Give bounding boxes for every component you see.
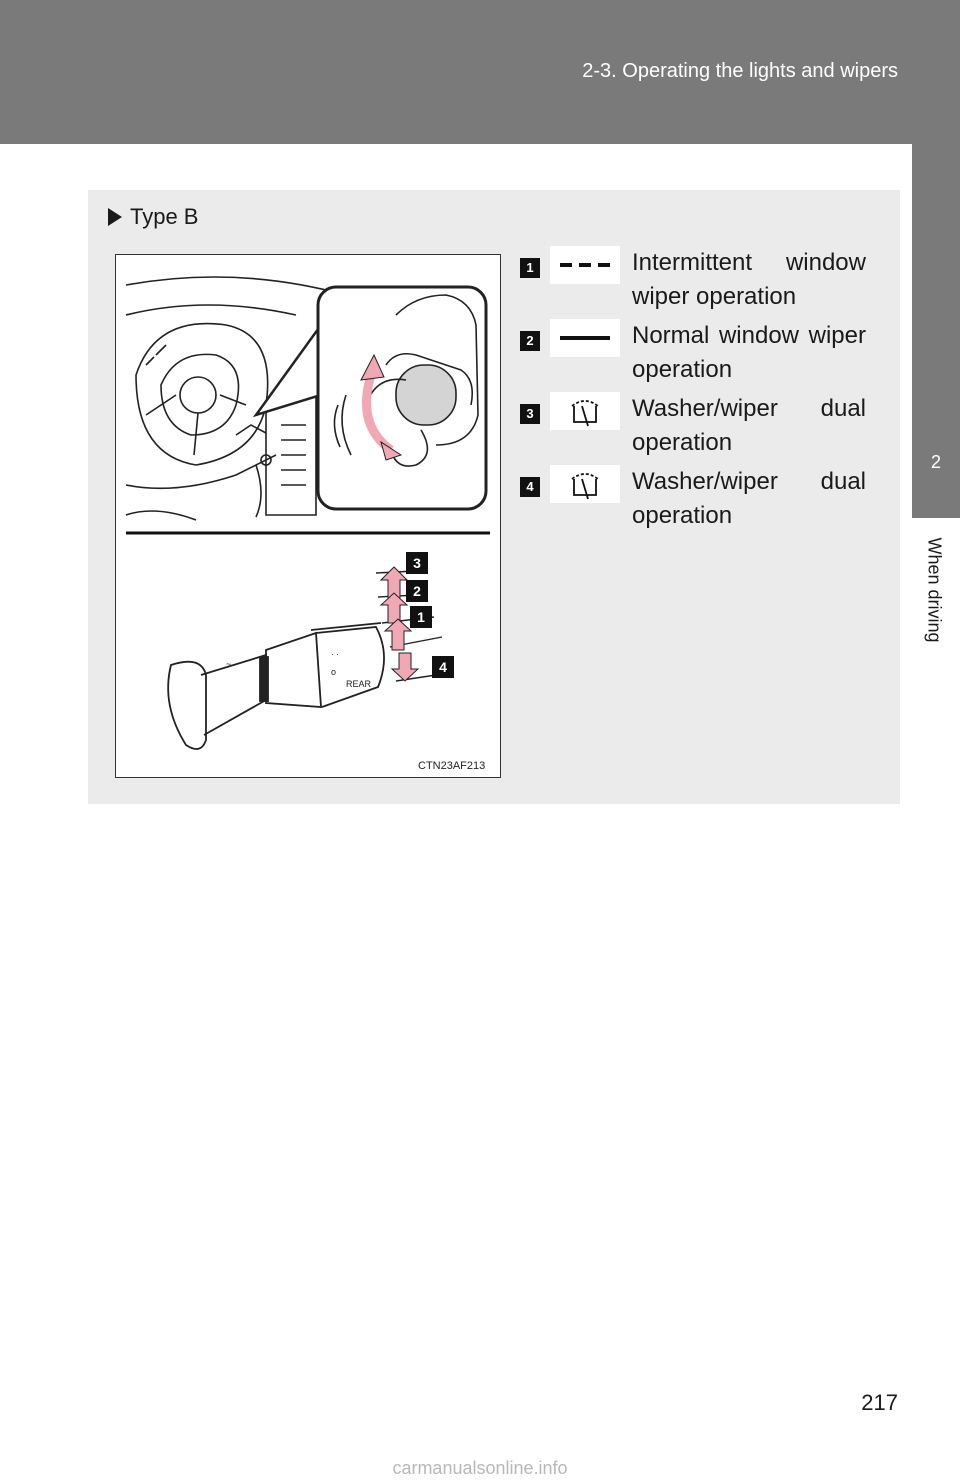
page-number: 217 [861, 1390, 898, 1415]
section-title: 2-3. Operating the lights and wipers [582, 60, 898, 82]
legend-number: 3 [520, 404, 540, 424]
intermittent-dashed-line-icon [550, 246, 620, 284]
callout-badge-4: 4 [432, 656, 454, 678]
solid-line-icon [550, 319, 620, 357]
arrow-position-2 [381, 593, 407, 623]
callout-pointer [256, 325, 321, 415]
type-heading [108, 204, 198, 230]
callout-badge-3: 3 [406, 552, 428, 574]
legend-text: Normal window wiper operation [632, 322, 866, 383]
legend-number: 1 [520, 258, 540, 278]
svg-text:REAR: REAR [346, 679, 372, 689]
legend-number: 2 [520, 331, 540, 351]
callout-badge-2: 2 [406, 580, 428, 602]
wiper-illustration [115, 254, 501, 778]
arrow-position-4 [392, 653, 418, 681]
svg-text:o: o [331, 667, 337, 677]
chapter-tab [912, 144, 960, 518]
washer-wiper-icon [550, 392, 620, 430]
page-header [0, 0, 960, 144]
chapter-label: When driving [924, 537, 945, 643]
svg-text:∙ ∙: ∙ ∙ [331, 649, 339, 659]
svg-text:~: ~ [226, 659, 232, 669]
lever-markings [226, 649, 372, 689]
chapter-number: 2 [930, 452, 941, 472]
footer-watermark: carmanualsonline.info [392, 1458, 568, 1478]
callout-badge-1: 1 [410, 606, 432, 628]
type-heading-text: Type B [130, 204, 199, 229]
figure-code: CTN23AF213 [418, 760, 486, 772]
washer-wiper-icon [550, 465, 620, 503]
arrow-position-1 [385, 619, 411, 650]
legend-number: 4 [520, 477, 540, 497]
wiper-illustration-svg [116, 255, 500, 777]
triangle-bullet-icon [108, 208, 122, 226]
legend-text: Intermittent window wiper operation [632, 249, 866, 310]
legend-text: Washer/wiper dual operation [632, 468, 866, 529]
legend-text: Washer/wiper dual operation [632, 395, 866, 456]
